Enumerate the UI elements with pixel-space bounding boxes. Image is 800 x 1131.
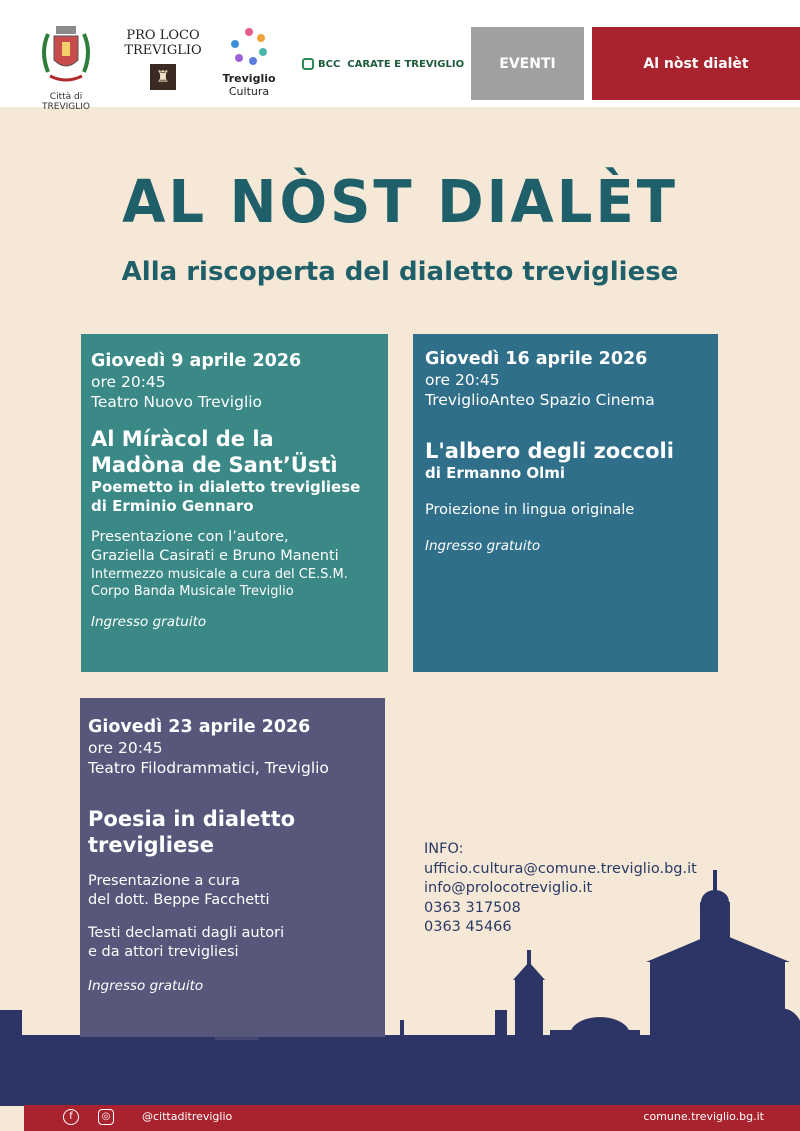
poster-title: AL NÒST DIALÈT bbox=[122, 168, 678, 237]
event-venue: Teatro Filodrammatici, Treviglio bbox=[88, 759, 329, 777]
event-desc-line3: Testi declamati dagli autori bbox=[88, 925, 285, 941]
event-venue: TreviglioAnteo Spazio Cinema bbox=[425, 391, 655, 409]
proloco-line1: PRO LOCO bbox=[126, 28, 200, 43]
event-desc-line1: Presentazione con l’autore, bbox=[91, 529, 289, 545]
citta-caption: Città di TREVIGLIO bbox=[42, 92, 90, 112]
event-subtitle-line2: di Erminio Gennaro bbox=[91, 497, 254, 515]
event-title-line1: Al Míràcol de la bbox=[91, 427, 274, 451]
contact-label: INFO: bbox=[424, 841, 464, 857]
event-card-1 bbox=[81, 334, 388, 672]
event-venue: Teatro Nuovo Treviglio bbox=[91, 393, 263, 411]
event-date: Giovedì 23 aprile 2026 bbox=[88, 717, 311, 737]
event-note-line2: Corpo Banda Musicale Treviglio bbox=[91, 584, 294, 599]
bcc-mark-icon bbox=[302, 58, 314, 70]
bcc-prefix: BCC bbox=[318, 59, 341, 70]
pro-loco-logo[interactable] bbox=[120, 28, 206, 90]
event-desc-line1: Presentazione a cura bbox=[88, 873, 241, 889]
event-desc-line2: Graziella Casirati e Bruno Manenti bbox=[91, 548, 339, 564]
contact-info bbox=[424, 840, 697, 938]
treviglio-cultura-line1: Treviglio bbox=[222, 72, 276, 85]
social-handle[interactable]: @cittaditreviglio bbox=[142, 1110, 233, 1123]
event-card-2 bbox=[413, 334, 718, 672]
nav-eventi-button[interactable]: EVENTI bbox=[471, 27, 584, 100]
treviglio-cultura-line2: Cultura bbox=[228, 85, 270, 98]
event-title-line1: Poesia in dialetto bbox=[88, 807, 296, 831]
event-entry: Ingresso gratuito bbox=[425, 538, 541, 554]
contact-phone-1[interactable]: 0363 317508 bbox=[424, 899, 521, 916]
footer-bar bbox=[24, 1105, 800, 1131]
event-desc-line4: e da attori trevigliesi bbox=[88, 944, 239, 960]
event-desc: Proiezione in lingua originale bbox=[425, 502, 635, 518]
event-card-3 bbox=[80, 698, 385, 1037]
event-note-line1: Intermezzo musicale a cura del CE.S.M. bbox=[91, 567, 348, 582]
event-subtitle-line1: Poemetto in dialetto trevigliese bbox=[91, 478, 361, 496]
treviglio-cultura-logo[interactable] bbox=[218, 26, 280, 98]
event-subtitle: di Ermanno Olmi bbox=[425, 464, 566, 482]
bcc-name: CARATE E TREVIGLIO bbox=[347, 59, 465, 70]
event-title: L'albero degli zoccoli bbox=[425, 439, 674, 463]
poster-subtitle: Alla riscoperta del dialetto trevigliese bbox=[121, 257, 679, 287]
site-header bbox=[0, 0, 800, 112]
event-title-line2: Madòna de Sant’Üstì bbox=[91, 453, 338, 477]
event-entry: Ingresso gratuito bbox=[91, 614, 207, 630]
event-date: Giovedì 9 aprile 2026 bbox=[91, 351, 302, 371]
event-date: Giovedì 16 aprile 2026 bbox=[425, 349, 648, 369]
contact-email-1[interactable]: ufficio.cultura@comune.treviglio.bg.it bbox=[424, 860, 697, 877]
citta-di-treviglio-logo[interactable] bbox=[28, 22, 104, 112]
event-entry: Ingresso gratuito bbox=[88, 978, 204, 994]
nav-current-page-button[interactable]: Al nòst dialèt bbox=[592, 27, 800, 100]
proloco-mark-icon: ♜ bbox=[150, 64, 176, 90]
bcc-logo[interactable] bbox=[302, 58, 464, 70]
facebook-icon[interactable]: f bbox=[63, 1109, 79, 1125]
event-time: ore 20:45 bbox=[91, 373, 166, 391]
event-desc-line2: del dott. Beppe Facchetti bbox=[88, 892, 270, 908]
contact-phone-2[interactable]: 0363 45466 bbox=[424, 919, 512, 935]
instagram-icon[interactable]: ◎ bbox=[98, 1109, 114, 1125]
event-time: ore 20:45 bbox=[425, 371, 500, 389]
website-link[interactable]: comune.treviglio.bg.it bbox=[643, 1110, 764, 1123]
event-time: ore 20:45 bbox=[88, 739, 163, 757]
pinwheel-icon bbox=[229, 26, 269, 66]
contact-email-2[interactable]: info@prolocotreviglio.it bbox=[424, 880, 593, 896]
coat-of-arms-icon bbox=[36, 22, 96, 86]
proloco-line2: TREVIGLIO bbox=[124, 43, 202, 58]
event-title-line2: trevigliese bbox=[88, 833, 214, 857]
